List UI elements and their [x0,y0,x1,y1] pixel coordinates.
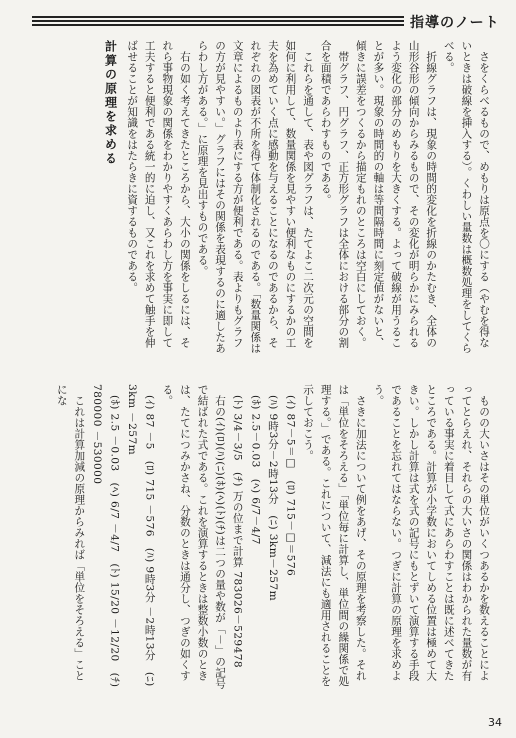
section-heading: 計算の原理を求める [103,40,118,166]
top-text-column [32,40,492,355]
paragraph: これらを通して、表や図グラフは、たてよこ二次元の空間を如何に利用して、数量関係を見やすい便利なものにするかの工夫を為めていく点に感動を与えることになるのであるから、それぞれの図表が不所を得て体制化されるのである。「数量関係は文章によるものより表にする方が便利である。表よりもグラフの方が見やすい。」グラフにはその関係を表現するのに適したあらわし方がある。」に原理を見出すものである。 [196,40,315,354]
bottom-text-column [32,384,492,689]
math-problem: (ﾎ) 2.5 －0.03 (ﾍ) 6/7 －4/7 (ﾄ) 15/20 －12/20 (ﾁ) 780000 －530000 [90,384,121,688]
math-problem: (ｲ) 87 －5 (ﾛ) 715 －576 (ﾊ) 9時3分 －2時13分 (ﾆ) 3km －257m [126,384,156,687]
math-problem: (ﾎ) 2.5－0.03 (ﾍ) 6/7－4/7 [249,394,262,545]
math-problem: (ｲ) 87－5＝□ (ﾛ) 715－□＝576 [284,394,297,576]
paragraph: さきに加法について例をあげ、その原理を考察した。それは「単位をそろえる」「単位毎に計算し、単位間の繰関係で処理する。」である。これについて、減法にも適用されることを示しておこう。 [302,384,367,687]
math-problem: (ﾊ) 9時3分－2時13分 (ﾆ) 3km－257m [266,394,279,601]
paragraph: さをくらべるもので、めもりは原点を〇にする（やむを得ないときは破線を挿入する）。くわしい量数は概数処理をしてくらべる。 [442,40,490,354]
paragraph: 折線グラフは、現象の時間的変化を折線のかたむき、全体の山形谷形の傾向からみるもので、その変化が明らかにみられるよう変化の部分のめもりを大きくする。よって破線が用うることが多い。現象の時間的の軸は等間隔時間に刻定値がないと、傾きに誤差をつくるから描定もれのところは空白にしておく。 [354,40,438,348]
header-title: 指導のノート [410,15,500,31]
page-number: 34 [488,716,502,729]
math-problem: (ﾄ) 3/4－3/5 (ﾁ) 万の位まで計算 783026－529478 [231,394,244,668]
paragraph: 右の(ｲ)(ﾛ)(ﾊ)(ﾆ)(ﾎ)(ﾍ)(ﾄ)(ﾁ)は二つの量や数が「－」の記号で結ばれた式である。これを演算するときは整数小数のときは、たてにつみかさね、分数のときは通分し、つぎの如くする。 [161,384,227,689]
paragraph: 帯グラフ、円グラフ、正方形グラフは全体における部分の割合を面積であらわすものである。 [319,40,350,348]
header-rule [32,16,404,26]
paragraph: これは計算加減の原理からみれば「単位をそろえる」ことにな [55,384,86,681]
paragraph: ものの大いさはその単位がいくつあるかを数えることによってとらえれ、それらの大いさの関係はわかられた量数が有っている事実に着目して式にあらわすことは既に述べてきたところである。計算が小学数においてしめる位置は極めて大きい。しかし計算は式を式の記号にもとずいて演算する手段であることを忘れてはならない。つぎに計算の原理を求めよう。 [372,384,490,681]
paragraph: 右の如く考えてきたところから、大小の関係をしるには、それら事物現象の関係をわかりやすくあらわし方を事実に即して工夫すると便利である統一的に迫し、又これを求めて触手を伸ばせることが知識をはたらきに資するものである。 [126,40,191,348]
